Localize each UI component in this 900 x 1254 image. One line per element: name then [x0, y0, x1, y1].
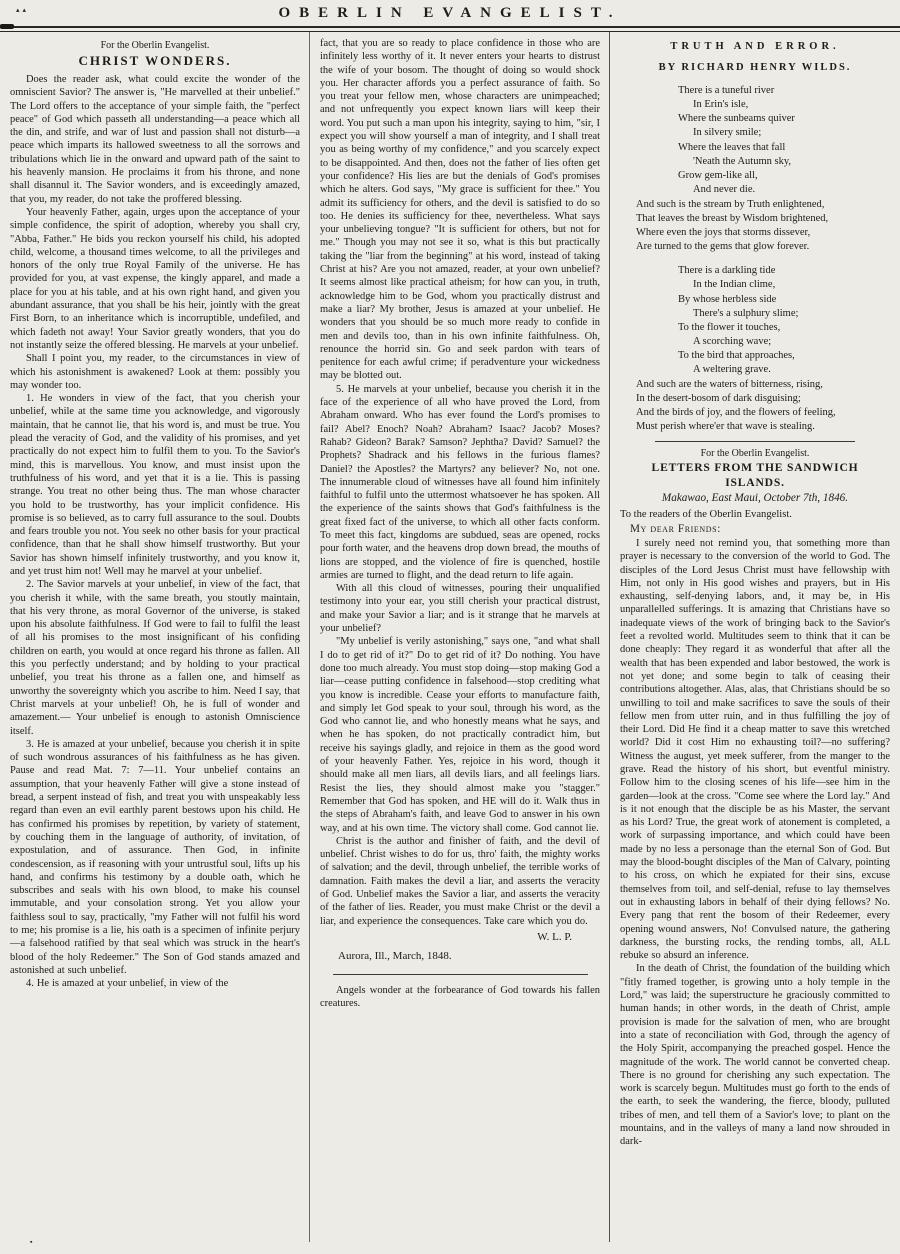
- poem-line: To the flower it touches,: [678, 321, 781, 333]
- poem-coda-2: [620, 378, 890, 434]
- paragraph: fact, that you are so ready to place confidence in those who are infinitely less worthy of it. It never enters your hearts to distrust the wife of your bosom. The thought of doing so would shock you. Her character affords you a perfect assurance of faith. So you treat your fellow men, whose characters are unimpeached; and not unfrequently you expect known liars will keep their word. You put such a man upon his integrity, saying to him, "sir, I expect you will show yourself a man of integrity, and I shall treat you as being worthy of my confidence," and you scarcely expect to be disappointed. And then, does not the father of lies often get your confidence? His lies are but the denials of God's promises which he alters. God says, "My grace is sufficient for thee." You admit its sufficiency for others, and the devil is satisfied to do so too. He denies its sufficiency for thee, nevertheless. What says your unbelieving tongue? "It is sufficient for others, but not for me." Though you may not see it so, what is this but practically taking the "liar from the beginning" at his word, instead of taking Christ at his? Are you not amazed, reader, at your own unbelief? It seems almost like practical atheism; for how can you, in truth, acknowledge him to be God, whom you practically distrust and make a liar? My brother, Jesus is amazed at your unbelief. He wonders that you should be so much more ready to confide in men and devils too, than in his own infinite faithfulness. Oh, renounce the horrid sin. Go and seek pardon with tears of penitence for each awful crime; if peradventure your wickedness may be blotted out.: [320, 38, 600, 382]
- column-layout: [0, 32, 900, 1242]
- poem-line: There is a tuneful river: [678, 85, 775, 97]
- paragraph: I surely need not remind you, that something more than prayer is necessary to the conversion of the world to God. The disciples of the Lord Jesus Christ must have fellowship with Him, not only in His good wishes and prayers, but in His exhausting, self-denying labors, and, it may be, in His unparallelled sufferings. It is amazing that Christians have so inadequate views of the work of bringing back to the Savior's feet a revolted world. Multitudes seem to think that it can be done cheaply: They regard it as wonderful that after all the wealth that has been expended and labor bestowed, the work is not yet done; and some begin to talk of ceasing their contributions altogether. Alas, alas, that Christians should be so unwilling to toil and make sacrifices to save the souls of their fellow men from utter ruin, and in thus fulfilling the joy of their Lord. Did He find it a cheap matter to save this wretched world? Did it cost Him no exhausting toil?—no suffering? Witness the august, yet meek sufferer, from the manger to the grave. Read the history of his short, but eventful ministry. Follow him to the closing scenes of his life—see him in the garden—look at the cross. "Come see where the Lord lay." And is it not enough that the disciple be as his Master, the servant as his Lord? True, the great work of atonement is completed, a work of surpassing importance, and which could have been made by no less a personage than the eternal Son of God. But may the blood-bought disciples of the Man of Calvary, pointing to his cross, on which he expiated for their sins, excuse themselves from toil, and self-denial, refuse to lay themselves out in exhausting labors in behalf of their dying fellows? No. Every pang that rent the bosom of their Redeemer, every opening wound answers, No! Convulsed nature, the gathering darkness, the bursting rocks, the rending tombs, all, ALL rebuke so absurd an inference.: [620, 537, 890, 962]
- poem-line: In the Indian clime,: [693, 279, 776, 291]
- letter-addressee: To the readers of the Oberlin Evangelist.: [620, 509, 792, 521]
- letter-attribution: For the Oberlin Evangelist.: [700, 448, 810, 460]
- poem-line: By whose herbless side: [678, 293, 777, 305]
- poem-line: And the birds of joy, and the flowers of feeling,: [636, 407, 836, 419]
- paragraph: 5. He marvels at your unbelief, because you cherish it in the face of the experience of all who have proved the Lord, from Abraham onward. Who has ever found the Lord's promises to fail? Abel? Enoch? Noah? Abraham? Isaac? Jacob? Moses? Rahab? Gideon? Barak? Samson? Jephtha? David? Samuel? the Prophets? Shadrack and his fellows in the furious flames? Daniel? the Apostles? the Martyrs? any believer? No, not one. The innumerable cloud of witnesses have all found him infinitely faithful to fulfil unto the uttermost whatsoever he has spoken. All the experience of the saints shows that God's faithfulness is the great fixed fact of the universe, to which all other facts conform. To meet this fact, kingdoms are subdued, seas are opened, rocks pour forth water, and the heavens drop down bread, the mouths of lions are stopped, and the violence of fire is quenched, hostile armies are turned to flight, and the dead return to life again.: [320, 383, 600, 581]
- corner-mark-bottom: ▪: [30, 1238, 33, 1246]
- stanza-gap: [620, 254, 890, 264]
- article-attribution: For the Oberlin Evangelist.: [100, 40, 210, 51]
- poem-coda-1: [620, 198, 890, 254]
- filler-item: [320, 984, 600, 1011]
- poem-title: TRUTH AND ERROR.: [670, 41, 840, 52]
- column-3: [610, 32, 899, 1242]
- poem-line: Must perish where'er that wave is stealing.: [636, 421, 815, 433]
- poem-line: In the desert-bosom of dark disguising;: [636, 393, 801, 405]
- letter-body: [620, 537, 890, 1149]
- poem-line: 'Neath the Autumn sky,: [693, 155, 792, 167]
- paragraph: 4. He is amazed at your unbelief, in view of the: [26, 978, 229, 990]
- article-body-col1: [10, 73, 300, 990]
- column-1: [0, 32, 309, 1242]
- masthead-rule: [0, 26, 900, 32]
- masthead-title: OBERLIN EVANGELIST.: [278, 5, 622, 21]
- poem-line: And never die.: [693, 183, 756, 195]
- poem-line: A weltering grave.: [693, 363, 771, 375]
- poem-line: That leaves the breast by Wisdom brightened,: [636, 213, 829, 225]
- poem-line: Grow gem-like all,: [678, 169, 758, 181]
- paragraph: Your heavenly Father, again, urges upon the acceptance of your simple confidence, the spirit of adoption, whereby you shall cry, "Abba, Father." He bids you reckon yourself his child, his adopted child, welcome, a thousand times welcome, to all the privileges and honors of the only true Royal Family of the universe. He has provided for you, at vast expense, the kingly apparel, and made a place for you at his table, and at his own right hand, and given you abundant assurance, that you shall be his heir, jointly with the great First Born, to an inheritance which is incorruptible, undefiled, and which fadeth not away! Your Savior greatly wonders, that you do not instantly seize the offered blessing. He marvels at your unbelief.: [10, 206, 300, 351]
- paragraph: Christ is the author and finisher of faith, and the devil of unbelief. Christ wishes to do for us, thro' faith, the mighty works of salvation; and the devil, through unbelief, the terrible works of damnation. Faith makes the devil a liar, and asserts the veracity of God. Unbelief makes the Savior a liar, and asserts the veracity of the father of lies. Reader, you must make Christ or the devil a liar, and experience the consequences. Take care which you do.: [320, 835, 600, 927]
- corner-mark-top: ▴▴: [16, 6, 30, 14]
- poem-line: A scorching wave;: [693, 335, 772, 347]
- letter-dateline: Makawao, East Maui, October 7th, 1846.: [661, 492, 849, 505]
- letter-title: LETTERS FROM THE SANDWICH ISLANDS.: [651, 461, 859, 490]
- poem-byline: BY RICHARD HENRY WILDS.: [658, 62, 852, 74]
- paragraph: 1. He wonders in view of the fact, that you cherish your unbelief, while at the same time you acknowledge, and vigorously maintain, that he cannot lie, that his word is, and must be true. You plead the veracity of God, and the validity of his promises, and yet practically do not expect him to fulfil them to you. To the Savior's mind, this is marvellous. You know, and must insist upon the truthfulness of his word, and yet that it is a lie. This is passing strange. You treat no other being thus. The man whose character you hold to be trustworthy, has your implicit confidence. His promise is so believed, as to carry full assurance to the soul. Doubts and fears trouble you not. You seek no other basis for your practical confidence, than that he shall show himself trustworthy. But your Savior has shown himself infinitely trustworthy, and you know it, and yet trust him not! Well may he marvel at your unbelief.: [10, 393, 300, 577]
- article-title-christ-wonders: CHRIST WONDERS.: [78, 53, 232, 68]
- poem-stanza-2: [620, 264, 890, 377]
- paragraph: 3. He is amazed at your unbelief, because you cherish it in spite of such wondrous assurances of his faithfulness as he has given. Pause and read Mat. 7: 7—11. Your unbelief contains an assumption, that your heavenly Father will give a stone instead of bread, a serpent instead of fish, and treat you with unspeakably less regard than even an evil earthly parent bestows upon his child. He has confirmed his promises by repetition, by variety of statement, by couching them in the language of authority, of invitation, of expostulation, and of assurance. Then God, in infinite condescension, as if reasoning with your untrustful soul, lifts up his hand, and confirms his testimony by a double oath, which he subscribes and seals with his own blood, to make his counsel immutable, and your consolation strong. Yet you allow your faithless soul to say, practically, "my Father will not fulfil his word to me; his promise is a lie, his oath is a specimen of infinite perjury—a falsehood ratified by that seal which was struck in the heart's blood of the holy Redeemer." The Son of God stands amazed and astonished at such unbelief.: [10, 738, 300, 976]
- poem-line: Where the leaves that fall: [678, 141, 786, 153]
- poem-line: To the bird that approaches,: [678, 349, 795, 361]
- poem-line: In Erin's isle,: [693, 99, 749, 111]
- letter-sandwich-islands: [620, 447, 890, 1148]
- paragraph: With all this cloud of witnesses, pouring their unqualified testimony into your ear, you still cherish your practical distrust, and make your Savior a liar; and is it strange that he marvels at your unbelief?: [320, 583, 600, 635]
- article-dateline: Aurora, Ill., March, 1848.: [338, 949, 452, 962]
- paragraph: Does the reader ask, what could excite the wonder of the omniscient Savior? The answer is, "He marvelled at their unbelief." The Lord offers to the acceptance of your simple faith, the "perfect peace" of God which passeth all understanding—a peace which all the din, and strife, and war of lust and passion shall not disturb—a peace which imparts its hallowed sweetness to all the sorrows and tribulations which lie in the onward and upward path of the saint to his heavenly mansion. He proclaims it from his throne, and none shall disannul it. The Savior wonders, and is exceedingly amazed, that you, my reader, do not take the proffered blessing.: [10, 74, 300, 205]
- paragraph: Shall I point you, my reader, to the circumstances in view of which his astonishment is awakened? Look at them: possibly you may wonder too.: [10, 353, 300, 391]
- section-divider: [333, 974, 588, 975]
- poem-line: Where even the joys that storms dissever,: [636, 227, 811, 239]
- section-divider: [655, 441, 855, 442]
- poem-line: And such are the waters of bitterness, rising,: [636, 379, 823, 391]
- poem-line: There is a darkling tide: [678, 265, 776, 277]
- poem-line: In silvery smile;: [693, 127, 762, 139]
- rule-ink-blob: [0, 24, 14, 29]
- author-signature: W. L. P.: [537, 930, 572, 943]
- paragraph: In the death of Christ, the foundation of the building which "fitly framed together, is growing unto a holy temple in the Lord," was laid; the superstructure he graciously committed to human hands; in other words, in the death of Christ, ample provision is made for the salvation of men, who are brought into a state of reconciliation with God, through the agency of the Holy Spirit, accompanying the preached gospel. Hence the magnitude of the work. The world cannot be converted cheap. There is no ground for cherishing any such expectation. The work is scarcely begun. Multitudes must go forth to the ends of the earth, to seek the wandering, the fierce, bloody, pulluted tribes of men, and tell them of a Savior's love; to plant on the mountains, and in the valleys of many a land now shrouded in dark-: [620, 963, 890, 1148]
- poem-line: Where the sunbeams quiver: [678, 113, 795, 125]
- article-body-col2: [320, 37, 600, 928]
- letter-salutation: My dear Friends:: [630, 523, 721, 536]
- poem-stanza-1: [620, 84, 890, 197]
- paragraph: "My unbelief is verily astonishing," says one, "and what shall I do to get rid of it?" Do to get rid of it? Do nothing. You have done too much already. You must stop doing—stop making God a liar—cease putting confidence in falsehood—stop crediting what you know is incredible. Cease your efforts to manufacture faith, and simply let God speak to your soul, through his word, as the God who cannot lie, and who honestly means what he says, and when he has spoken, do not practically contradict him, but receive his sayings gladly, and rejoice in them as the good word of your heavenly Father. Yes, rejoice in his word, though it should make all men liars, all devils liars, and all feelings liars. Resist the lies, they should almost make you "stagger." Remember that God has spoken, and HE will do it. Walk thus in the steps of Abraham's faith, and leave God to answer in his own way, and at his own time. The victory shall come. God cannot lie.: [320, 636, 600, 834]
- poem-truth-and-error: [620, 40, 890, 434]
- filler-text: Angels wonder at the forbearance of God towards his fallen creatures.: [320, 984, 600, 1010]
- poem-line: And such is the stream by Truth enlightened,: [636, 198, 825, 210]
- column-2: [309, 32, 610, 1242]
- paragraph: 2. The Savior marvels at your unbelief, in view of the fact, that you cherish it while, with the same breath, you stoutly maintain, that his very throne, as moral Governor of the universe, is staked upon his absolute faithfulness. If God were to fail to fulfil the least of all his promises to the most insignificant of his confiding children on earth, you would at once regard his throne as fallen. All this you perfectly understand; and by holding to your practical unbelief, you treat his throne as a fallen one, and himself as unworthy the sovereignty which you ascribe to him. Need I say, that Christ marvels at your unbelief! Oh, he is full of wonder and amazement.— Your unbelief is enough to astonish Omniscience itself.: [10, 579, 300, 737]
- poem-line: Are turned to the gems that glow forever.: [636, 241, 810, 253]
- poem-line: There's a sulphury slime;: [693, 307, 799, 319]
